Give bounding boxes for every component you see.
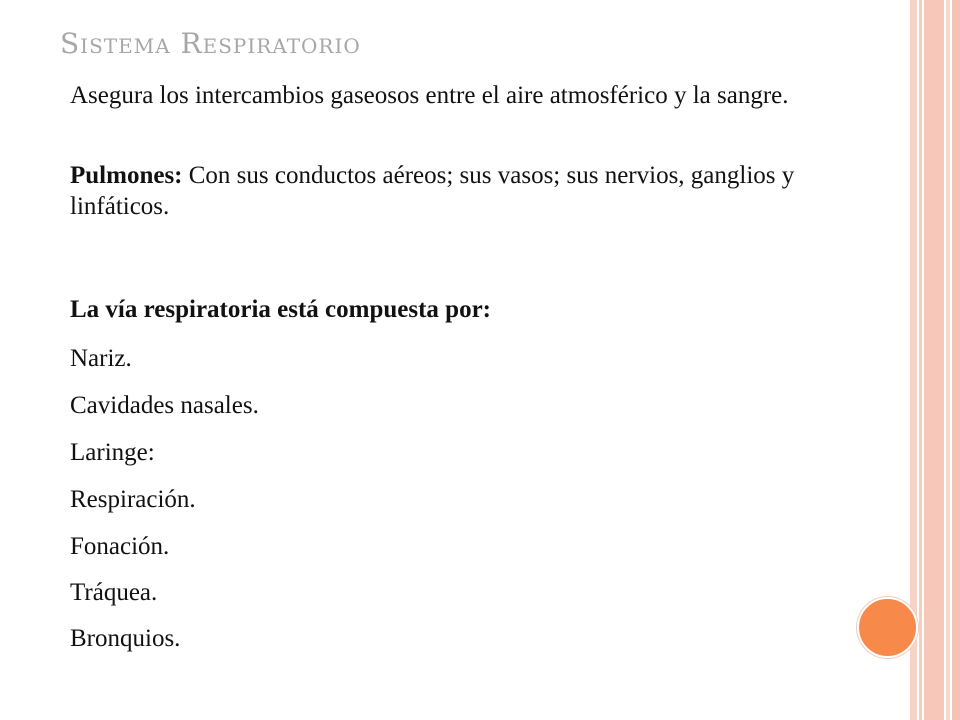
- stripe: [952, 0, 960, 720]
- stripe: [946, 0, 950, 720]
- list-item: Bronquios.: [70, 625, 181, 652]
- list-item: Fonación.: [70, 533, 170, 560]
- list-item: Respiración.: [70, 486, 196, 513]
- stripe: [924, 0, 944, 720]
- stripe: [919, 0, 922, 720]
- slide-title: Sistema Respiratorio: [60, 27, 361, 60]
- airway-heading: La vía respiratoria está compuesta por:: [70, 296, 492, 323]
- lungs-text: Con sus conductos aéreos; sus vasos; sus nervios, ganglios y linfáticos.: [70, 162, 795, 220]
- list-item: Cavidades nasales.: [70, 392, 259, 419]
- list-item: Laringe:: [70, 439, 155, 466]
- list-item: Tráquea.: [70, 579, 158, 606]
- lungs-label: Pulmones:: [70, 162, 183, 189]
- decorative-stripes: [910, 0, 960, 720]
- intro-paragraph: Asegura los intercambios gaseosos entre el aire atmosférico y la sangre.: [70, 82, 789, 109]
- list-item: Nariz.: [70, 345, 132, 372]
- decorative-circle-icon: [857, 597, 918, 658]
- lungs-paragraph: [70, 160, 830, 222]
